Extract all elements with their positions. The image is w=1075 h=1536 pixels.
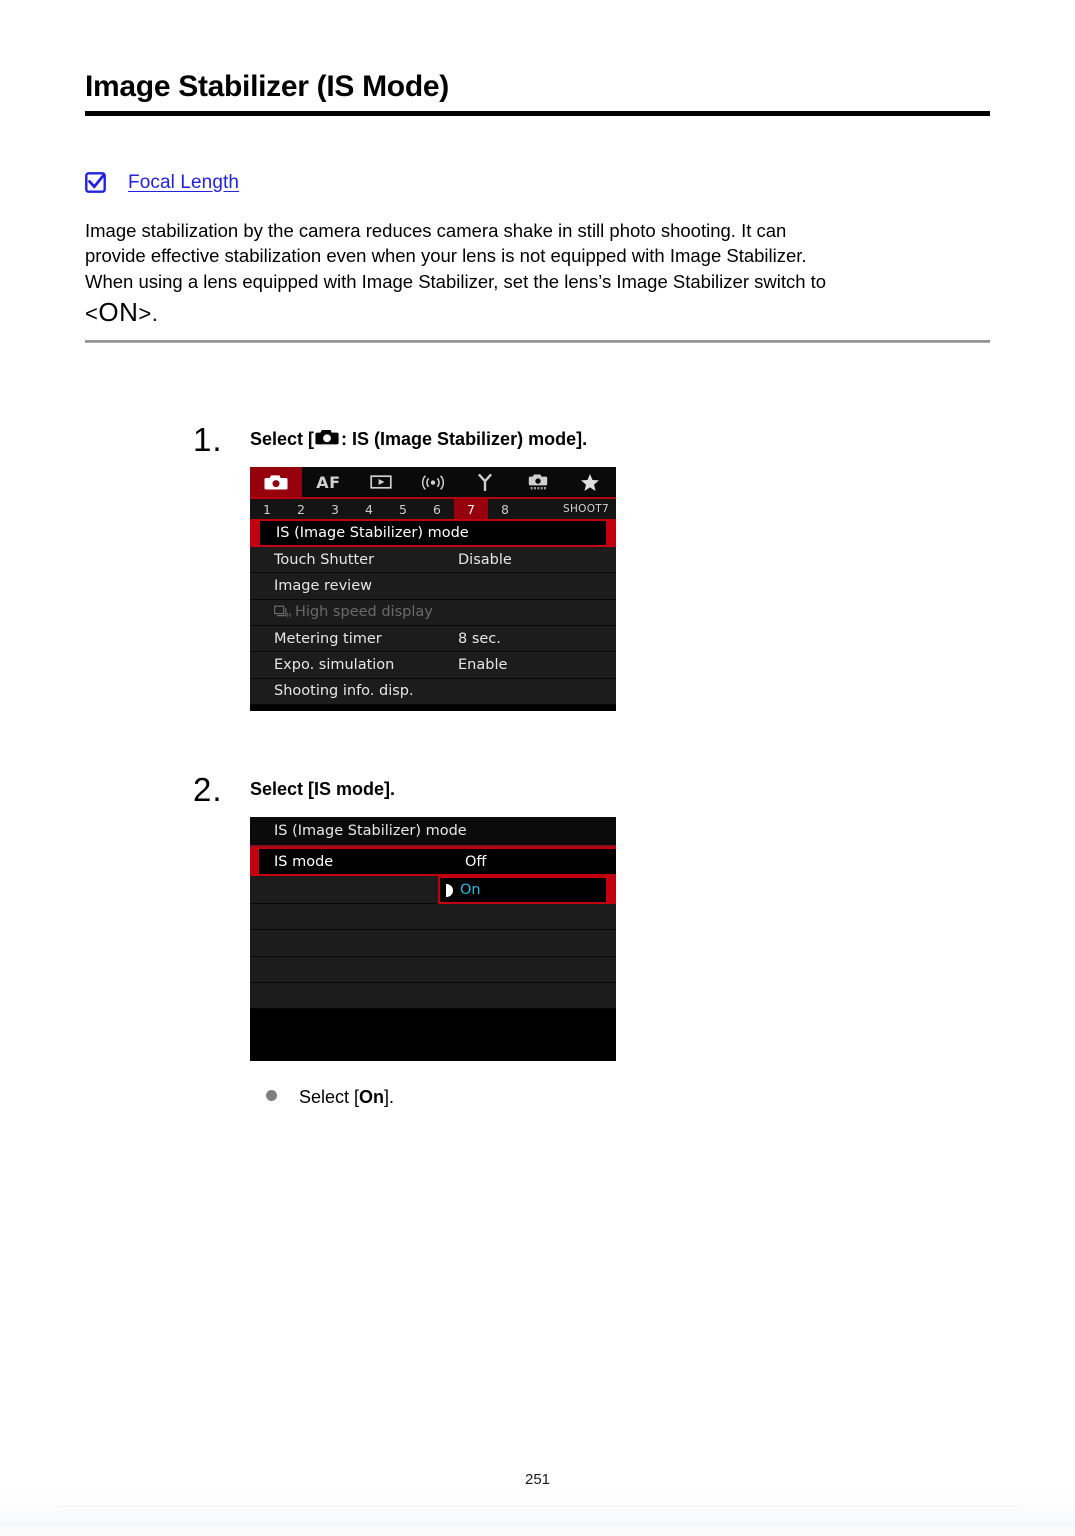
page-number: 251 [524, 1471, 551, 1488]
switch-value: ON [98, 297, 139, 328]
bullet-icon [266, 1090, 277, 1101]
page-strip-spacer [522, 499, 563, 519]
menu-tab-bar [250, 467, 616, 497]
tab-af[interactable] [302, 467, 354, 497]
menu-item-high-speed-display [250, 600, 616, 626]
menu-item-touch-shutter[interactable] [250, 547, 616, 573]
high-speed-burst-icon [274, 605, 293, 619]
menu-item-shooting-info-disp[interactable] [250, 679, 616, 705]
screen-bottom-band [250, 1009, 616, 1044]
wrench-icon [475, 473, 495, 491]
option-on-label: On [460, 882, 481, 899]
camera-icon [264, 474, 288, 490]
step-2-heading [250, 777, 990, 801]
camera-menu-screenshot-1 [250, 467, 616, 711]
related-link-row[interactable] [85, 170, 990, 196]
switch-bracket-close: >. [138, 301, 159, 327]
intro-line-2: provide effective stabilization even when your lens is not equipped with Image Stabilizer. [85, 245, 807, 267]
empty-row-3 [250, 957, 616, 983]
title-divider [85, 111, 990, 116]
tab-my-menu[interactable] [564, 467, 616, 497]
tab-wireless[interactable] [407, 467, 459, 497]
checkbox-check-icon [85, 172, 106, 193]
wireless-icon [420, 474, 446, 490]
menu-group-label: SHOOT7 [563, 503, 609, 516]
empty-row-2 [250, 930, 616, 956]
menu-item-label: IS (Image Stabilizer) mode [276, 525, 469, 542]
menu-item-label: High speed display [295, 604, 433, 621]
tab-custom-functions[interactable] [511, 467, 563, 497]
is-mode-label: IS mode [274, 853, 334, 870]
note-after: ]. [384, 1087, 395, 1108]
menu-item-label: Touch Shutter [274, 551, 375, 568]
menu-page-4[interactable]: 4 [365, 501, 373, 517]
menu-page-strip [250, 499, 616, 519]
step-2 [85, 771, 990, 1108]
tab-playback[interactable] [355, 467, 407, 497]
custom-functions-camera-icon [525, 472, 551, 492]
intro-paragraph [85, 218, 987, 331]
menu-item-value: Enable [458, 656, 508, 673]
menu-page-1[interactable]: 1 [263, 501, 271, 517]
empty-row-4 [250, 983, 616, 1009]
selection-marker-icon [446, 884, 453, 897]
menu-page-8[interactable]: 8 [501, 501, 509, 517]
menu-item-is-mode[interactable] [250, 519, 616, 547]
step-1-heading [250, 427, 990, 451]
tab-af-label: AF [316, 472, 341, 492]
camera-menu-screenshot-2 [250, 817, 616, 1061]
page-title: Image Stabilizer (IS Mode) [85, 70, 449, 103]
is-mode-setting-row[interactable] [250, 847, 616, 876]
switch-bracket-open: < [85, 301, 99, 327]
step-2-heading-before: Select [IS mode]. [250, 779, 396, 800]
star-icon [580, 473, 600, 492]
menu-item-expo-simulation[interactable] [250, 652, 616, 678]
step-2-number: 2. [193, 771, 223, 809]
option-on[interactable] [438, 876, 616, 904]
menu-item-list [250, 519, 616, 705]
menu-item-label: Metering timer [274, 630, 382, 647]
playback-icon [369, 474, 393, 490]
svg-text:H: H [286, 611, 292, 620]
menu-item-label: Shooting info. disp. [274, 683, 414, 700]
note-before: Select [ [299, 1087, 360, 1108]
menu-item-value: Disable [458, 551, 512, 568]
focal-length-link[interactable]: Focal Length [128, 171, 240, 193]
is-mode-screen-title: IS (Image Stabilizer) mode [250, 817, 616, 847]
menu-item-label: Expo. simulation [274, 656, 395, 673]
step-1 [85, 421, 990, 711]
step-1-number: 1. [193, 421, 223, 459]
note-text [299, 1087, 394, 1108]
menu-page-3[interactable]: 3 [331, 501, 339, 517]
step-1-heading-before: Select [ [250, 429, 315, 450]
step-1-heading-after: : IS (Image Stabilizer) mode]. [341, 429, 588, 450]
tab-setup[interactable] [459, 467, 511, 497]
camera-icon [315, 427, 339, 444]
intro-line-3: When using a lens equipped with Image Stabilizer, set the lens’s Image Stabilizer switch to [85, 270, 827, 292]
tab-shooting[interactable] [250, 467, 302, 497]
note-bold: On [359, 1087, 385, 1108]
menu-item-image-review[interactable] [250, 573, 616, 599]
page-content [85, 0, 990, 1108]
menu-item-value: 8 sec. [458, 630, 501, 647]
menu-page-6[interactable]: 6 [433, 501, 441, 517]
menu-item-metering-timer[interactable] [250, 626, 616, 652]
intro-line-1: Image stabilization by the camera reduces camera shake in still photo shooting. It can [85, 219, 787, 241]
menu-item-label: Image review [274, 578, 372, 595]
menu-page-5[interactable]: 5 [399, 501, 407, 517]
on-switch-notation [85, 296, 158, 330]
is-mode-option-row [250, 876, 616, 904]
note-bullet-line [266, 1087, 990, 1108]
menu-page-7[interactable]: 7 [454, 499, 488, 519]
page-bottom-edge [0, 1492, 1075, 1536]
menu-page-2[interactable]: 2 [297, 501, 305, 517]
is-mode-value: Off [465, 853, 487, 870]
section-divider [85, 340, 990, 343]
empty-row-1 [250, 904, 616, 930]
